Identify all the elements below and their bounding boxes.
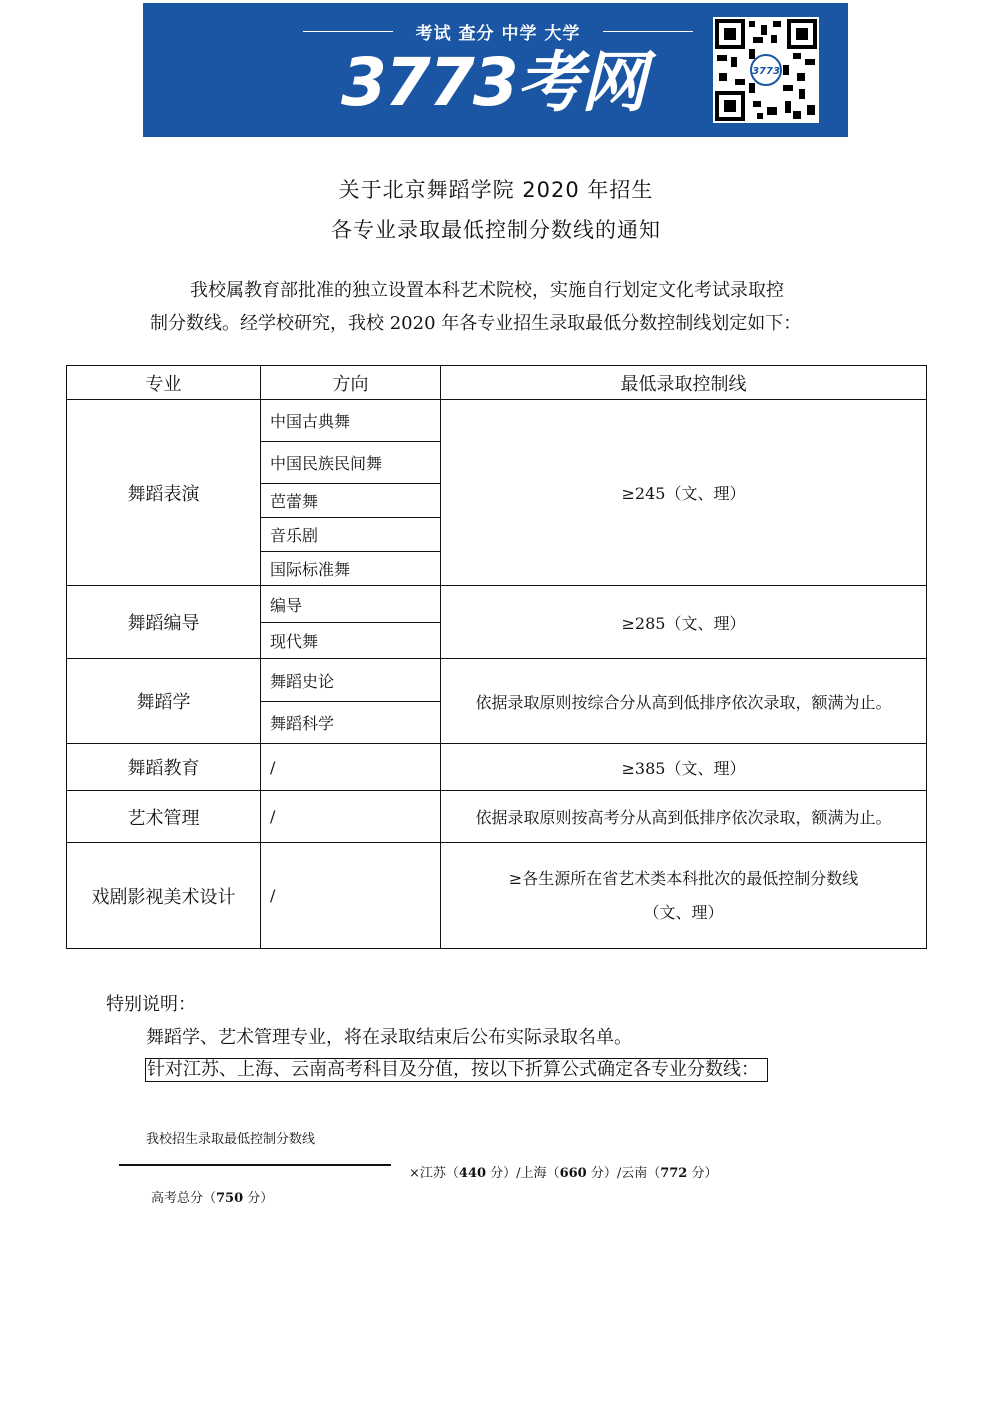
direction-cell: / xyxy=(261,791,441,843)
major-cell: 戏剧影视美术设计 xyxy=(67,843,261,949)
major-cell: 舞蹈表演 xyxy=(67,400,261,586)
header-banner xyxy=(143,3,848,137)
direction-cell: 编导 xyxy=(261,586,441,623)
min-line-cell: ≥245（文、理） xyxy=(441,400,927,586)
major-cell: 艺术管理 xyxy=(67,791,261,843)
qr-label: 3773 xyxy=(752,66,780,77)
direction-cell: 音乐剧 xyxy=(261,518,441,552)
table-header xyxy=(67,366,927,400)
table-row xyxy=(67,843,927,949)
min-line-text: ≥各生源所在省艺术类本科批次的最低控制分数线 xyxy=(508,868,859,888)
direction-cell: 芭蕾舞 xyxy=(261,484,441,518)
major-cell: 舞蹈学 xyxy=(67,659,261,744)
direction-cell: / xyxy=(261,843,441,949)
banner-tagline: 考试 查分 中学 大学 xyxy=(313,19,683,44)
header-min-line: 最低录取控制线 xyxy=(441,366,927,400)
note-item-1: 舞蹈学、艺术管理专业，将在录取结束后公布实际录取名单。 xyxy=(146,1027,632,1048)
min-line-cell: 依据录取原则按高考分从高到低排序依次录取，额满为止。 xyxy=(441,791,927,843)
header-major: 专业 xyxy=(67,366,261,400)
direction-cell: 舞蹈史论 xyxy=(261,659,441,702)
direction-cell: 中国古典舞 xyxy=(261,400,441,442)
brand-logo[interactable]: 3773考网 xyxy=(341,44,645,121)
qr-code-icon xyxy=(713,17,819,123)
direction-cell: 国际标准舞 xyxy=(261,552,441,586)
direction-cell: 舞蹈科学 xyxy=(261,702,441,744)
min-line-cell xyxy=(441,843,927,949)
min-line-cell: ≥385（文、理） xyxy=(441,744,927,791)
intro-line-2: 制分数线。经学校研究，我校 2020 年各专业招生录取最低分数控制线划定如下： xyxy=(150,313,802,334)
table-row xyxy=(67,400,927,442)
table-row xyxy=(67,586,927,623)
notes-heading: 特别说明： xyxy=(106,994,196,1015)
direction-cell: 中国民族民间舞 xyxy=(261,442,441,484)
table-row xyxy=(67,744,927,791)
formula-denominator: 高考总分（750 分） xyxy=(151,1191,274,1206)
note-item-2: 针对江苏、上海、云南高考科目及分值，按以下折算公式确定各专业分数线： xyxy=(145,1058,768,1082)
direction-cell: 现代舞 xyxy=(261,623,441,659)
table-row xyxy=(67,659,927,702)
fraction-bar xyxy=(119,1164,391,1166)
header-direction: 方向 xyxy=(261,366,441,400)
major-cell: 舞蹈教育 xyxy=(67,744,261,791)
min-line-subtext: （文、理） xyxy=(643,902,724,922)
page-title: 关于北京舞蹈学院 2020 年招生 xyxy=(338,178,654,202)
page-subtitle: 各专业录取最低控制分数线的通知 xyxy=(331,218,661,242)
score-table xyxy=(66,365,927,949)
intro-line-1: 我校属教育部批准的独立设置本科艺术院校，实施自行划定文化考试录取控 xyxy=(190,280,784,301)
min-line-cell: ≥285（文、理） xyxy=(441,586,927,659)
direction-cell: / xyxy=(261,744,441,791)
formula-numerator: 我校招生录取最低控制分数线 xyxy=(146,1132,316,1147)
table-row xyxy=(67,791,927,843)
formula-multiplier: ×江苏（440 分）/上海（660 分）/云南（772 分） xyxy=(409,1166,718,1181)
min-line-cell: 依据录取原则按综合分从高到低排序依次录取，额满为止。 xyxy=(441,659,927,744)
major-cell: 舞蹈编导 xyxy=(67,586,261,659)
